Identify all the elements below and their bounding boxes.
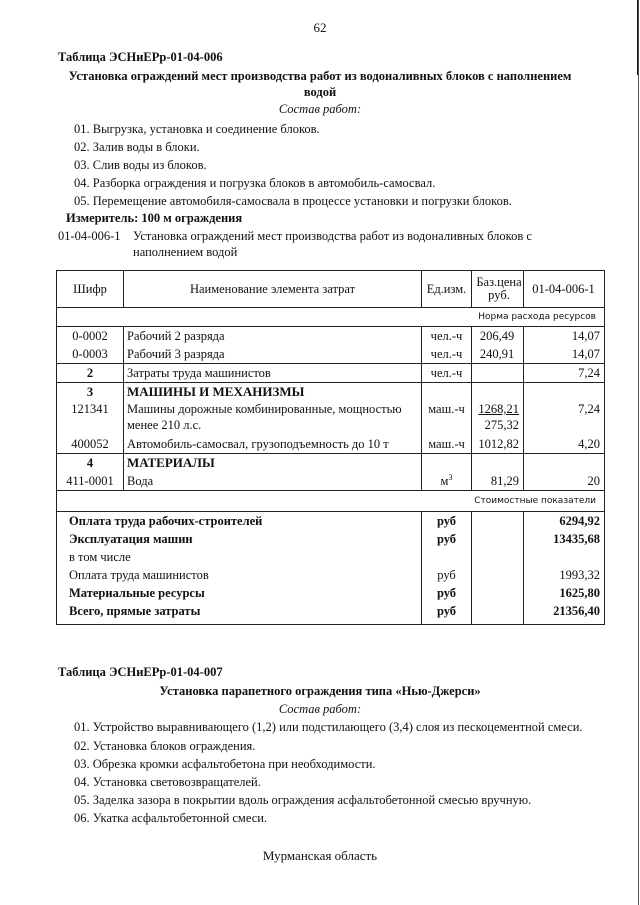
- row-code: 411-0001: [66, 474, 114, 488]
- cost-value: 13435,68: [523, 530, 604, 548]
- row-unit: чел.-ч: [421, 345, 471, 363]
- row-code: 4: [86, 456, 94, 470]
- cost-price: [471, 530, 523, 548]
- cost-note-row: [57, 490, 604, 512]
- table1-work-item: 05. Перемещение автомобиля-самосвала в процессе установки и погрузки блоков.: [74, 194, 512, 208]
- table-row: [57, 363, 604, 382]
- table2-work-item: 03. Обрезка кромки асфальтобетона при необходимости.: [74, 757, 376, 771]
- row-price: [471, 401, 523, 435]
- cost-value: [523, 548, 604, 566]
- row-unit: [421, 383, 471, 401]
- table1-composition-heading: Состав работ:: [278, 102, 362, 116]
- footer-region: Мурманская область: [262, 848, 378, 863]
- table2-work-item: 04. Установка световозвращателей.: [74, 775, 261, 789]
- table-row: [57, 435, 604, 453]
- page-number: 62: [313, 20, 327, 35]
- row-unit: чел.-ч: [421, 327, 471, 345]
- row-price: [471, 383, 523, 401]
- row-value: 14,07: [523, 327, 604, 345]
- section-row-materials: [57, 453, 604, 472]
- col-header-unit: Ед.изм.: [421, 271, 471, 307]
- row-unit: [421, 454, 471, 472]
- cost-price: [471, 548, 523, 566]
- cost-unit: руб: [421, 512, 471, 530]
- row-value: 7,24: [523, 401, 604, 435]
- table2-composition-heading: Состав работ:: [278, 702, 362, 716]
- row-value: 7,24: [523, 364, 604, 382]
- row-value: [523, 383, 604, 401]
- cost-value: 6294,92: [523, 512, 604, 530]
- table1-item-desc-line1: Установка ограждений мест производства работ из водоналивных блоков с: [133, 229, 532, 243]
- section-row-machines: [57, 382, 604, 401]
- table1-title-line2: водой: [303, 85, 337, 99]
- table1-item-code: 01-04-006-1: [58, 229, 121, 243]
- cost-price: [471, 566, 523, 584]
- cost-value: 1993,32: [523, 566, 604, 584]
- cost-value: 1625,80: [523, 584, 604, 602]
- cost-unit: руб: [421, 602, 471, 624]
- row-price: 1012,82: [471, 435, 523, 453]
- row-price: 206,49: [471, 327, 523, 345]
- row-code: 3: [86, 385, 94, 399]
- col-header-price-line1: Баз.цена: [476, 275, 522, 289]
- col-header-norm: 01-04-006-1: [523, 271, 604, 307]
- cost-name: Всего, прямые затраты: [69, 604, 201, 618]
- row-name: Рабочий 3 разряда: [123, 345, 421, 363]
- table1-meter: Измеритель: 100 м ограждения: [66, 211, 243, 225]
- table1-work-item: 01. Выгрузка, установка и соединение блоков.: [74, 122, 320, 136]
- table-row: [57, 327, 604, 345]
- table1-title-line1: Установка ограждений мест производства работ из водоналивных блоков с наполнением: [68, 69, 572, 83]
- row-name-line2: менее 210 л.с.: [127, 418, 202, 432]
- cost-price: [471, 584, 523, 602]
- cost-unit: [421, 548, 471, 566]
- table-row: [57, 345, 604, 363]
- row-code: 0-0002: [72, 329, 108, 343]
- row-name: Затраты труда машинистов: [123, 364, 421, 382]
- table-row: [57, 472, 604, 490]
- cost-row: [57, 530, 604, 548]
- scan-edge: [638, 0, 639, 905]
- row-name: Вода: [123, 472, 421, 490]
- table1-work-item: 03. Слив воды из блоков.: [74, 158, 207, 172]
- section-title: МАШИНЫ И МЕХАНИЗМЫ: [123, 383, 421, 401]
- cost-name: Эксплуатация машин: [69, 532, 193, 546]
- row-name: Автомобиль-самосвал, грузоподъемность до 10 т: [123, 435, 421, 453]
- col-header-name: Наименование элемента затрат: [123, 271, 421, 307]
- cost-name: Оплата труда рабочих-строителей: [69, 514, 263, 528]
- row-unit: маш.-ч: [421, 401, 471, 435]
- col-header-code: Шифр: [73, 281, 107, 296]
- row-unit: чел.-ч: [421, 364, 471, 382]
- row-unit: маш.-ч: [421, 435, 471, 453]
- row-unit-text: м: [440, 474, 449, 488]
- row-code: 0-0003: [72, 347, 108, 361]
- cost-name: в том числе: [69, 550, 131, 564]
- row-price: 81,29: [471, 472, 523, 490]
- table2-work-item: 05. Заделка зазора в покрытии вдоль ограждения асфальтобетонной смесью вручную.: [74, 793, 532, 807]
- cost-name: Оплата труда машинистов: [69, 568, 209, 582]
- section-title: МАТЕРИАЛЫ: [123, 454, 421, 472]
- row-value: 4,20: [523, 435, 604, 453]
- norms-note: Норма расхода ресурсов: [478, 312, 596, 322]
- row-price-line1: 1268,21: [478, 402, 519, 416]
- table-header-row: [57, 271, 604, 308]
- row-name: [123, 401, 421, 435]
- row-price: [471, 454, 523, 472]
- table1-item-desc-line2: наполнением водой: [133, 245, 238, 259]
- row-price: [471, 364, 523, 382]
- row-price: 240,91: [471, 345, 523, 363]
- cost-row: [57, 602, 604, 624]
- row-value: 20: [523, 472, 604, 490]
- row-code: 2: [86, 366, 94, 380]
- table2-work-item: 01. Устройство выравнивающего (1,2) или подстилающего (3,4) слоя из пескоцементной смеси.: [74, 720, 583, 734]
- row-price-line2: 275,32: [484, 418, 519, 432]
- cost-row: [57, 566, 604, 584]
- table2-work-item: 02. Установка блоков ограждения.: [74, 739, 256, 753]
- cost-unit: руб: [421, 584, 471, 602]
- cost-row: [57, 584, 604, 602]
- row-unit: [421, 472, 471, 490]
- row-code: 400052: [71, 437, 109, 451]
- cost-unit: руб: [421, 566, 471, 584]
- norms-note-row: [57, 308, 604, 327]
- cost-price: [471, 512, 523, 530]
- row-value: 14,07: [523, 345, 604, 363]
- table2-label: Таблица ЭСНиЕРр-01-04-007: [58, 665, 223, 679]
- cost-value: 21356,40: [523, 602, 604, 624]
- resource-table: [56, 270, 605, 625]
- row-unit-superscript: 3: [448, 472, 453, 482]
- col-header-price: [471, 271, 523, 307]
- cost-unit: руб: [421, 530, 471, 548]
- row-value: [523, 454, 604, 472]
- table1-label: Таблица ЭСНиЕРр-01-04-006: [58, 50, 223, 64]
- table-row: [57, 401, 604, 435]
- row-name-line1: Машины дорожные комбинированные, мощностью: [127, 402, 402, 416]
- row-code: 121341: [71, 402, 109, 416]
- table1-work-item: 04. Разборка ограждения и погрузка блоков в автомобиль-самосвал.: [74, 176, 436, 190]
- cost-row: [57, 548, 604, 566]
- col-header-price-line2: руб.: [488, 288, 510, 302]
- table2-work-item: 06. Укатка асфальтобетонной смеси.: [74, 811, 268, 825]
- cost-price: [471, 602, 523, 624]
- table1-work-item: 02. Залив воды в блоки.: [74, 140, 200, 154]
- cost-name: Материальные ресурсы: [69, 586, 205, 600]
- cost-note: Стоимостные показатели: [474, 496, 596, 506]
- row-name: Рабочий 2 разряда: [123, 327, 421, 345]
- cost-row: [57, 512, 604, 530]
- table2-title: Установка парапетного ограждения типа «Нью-Джерси»: [159, 684, 481, 698]
